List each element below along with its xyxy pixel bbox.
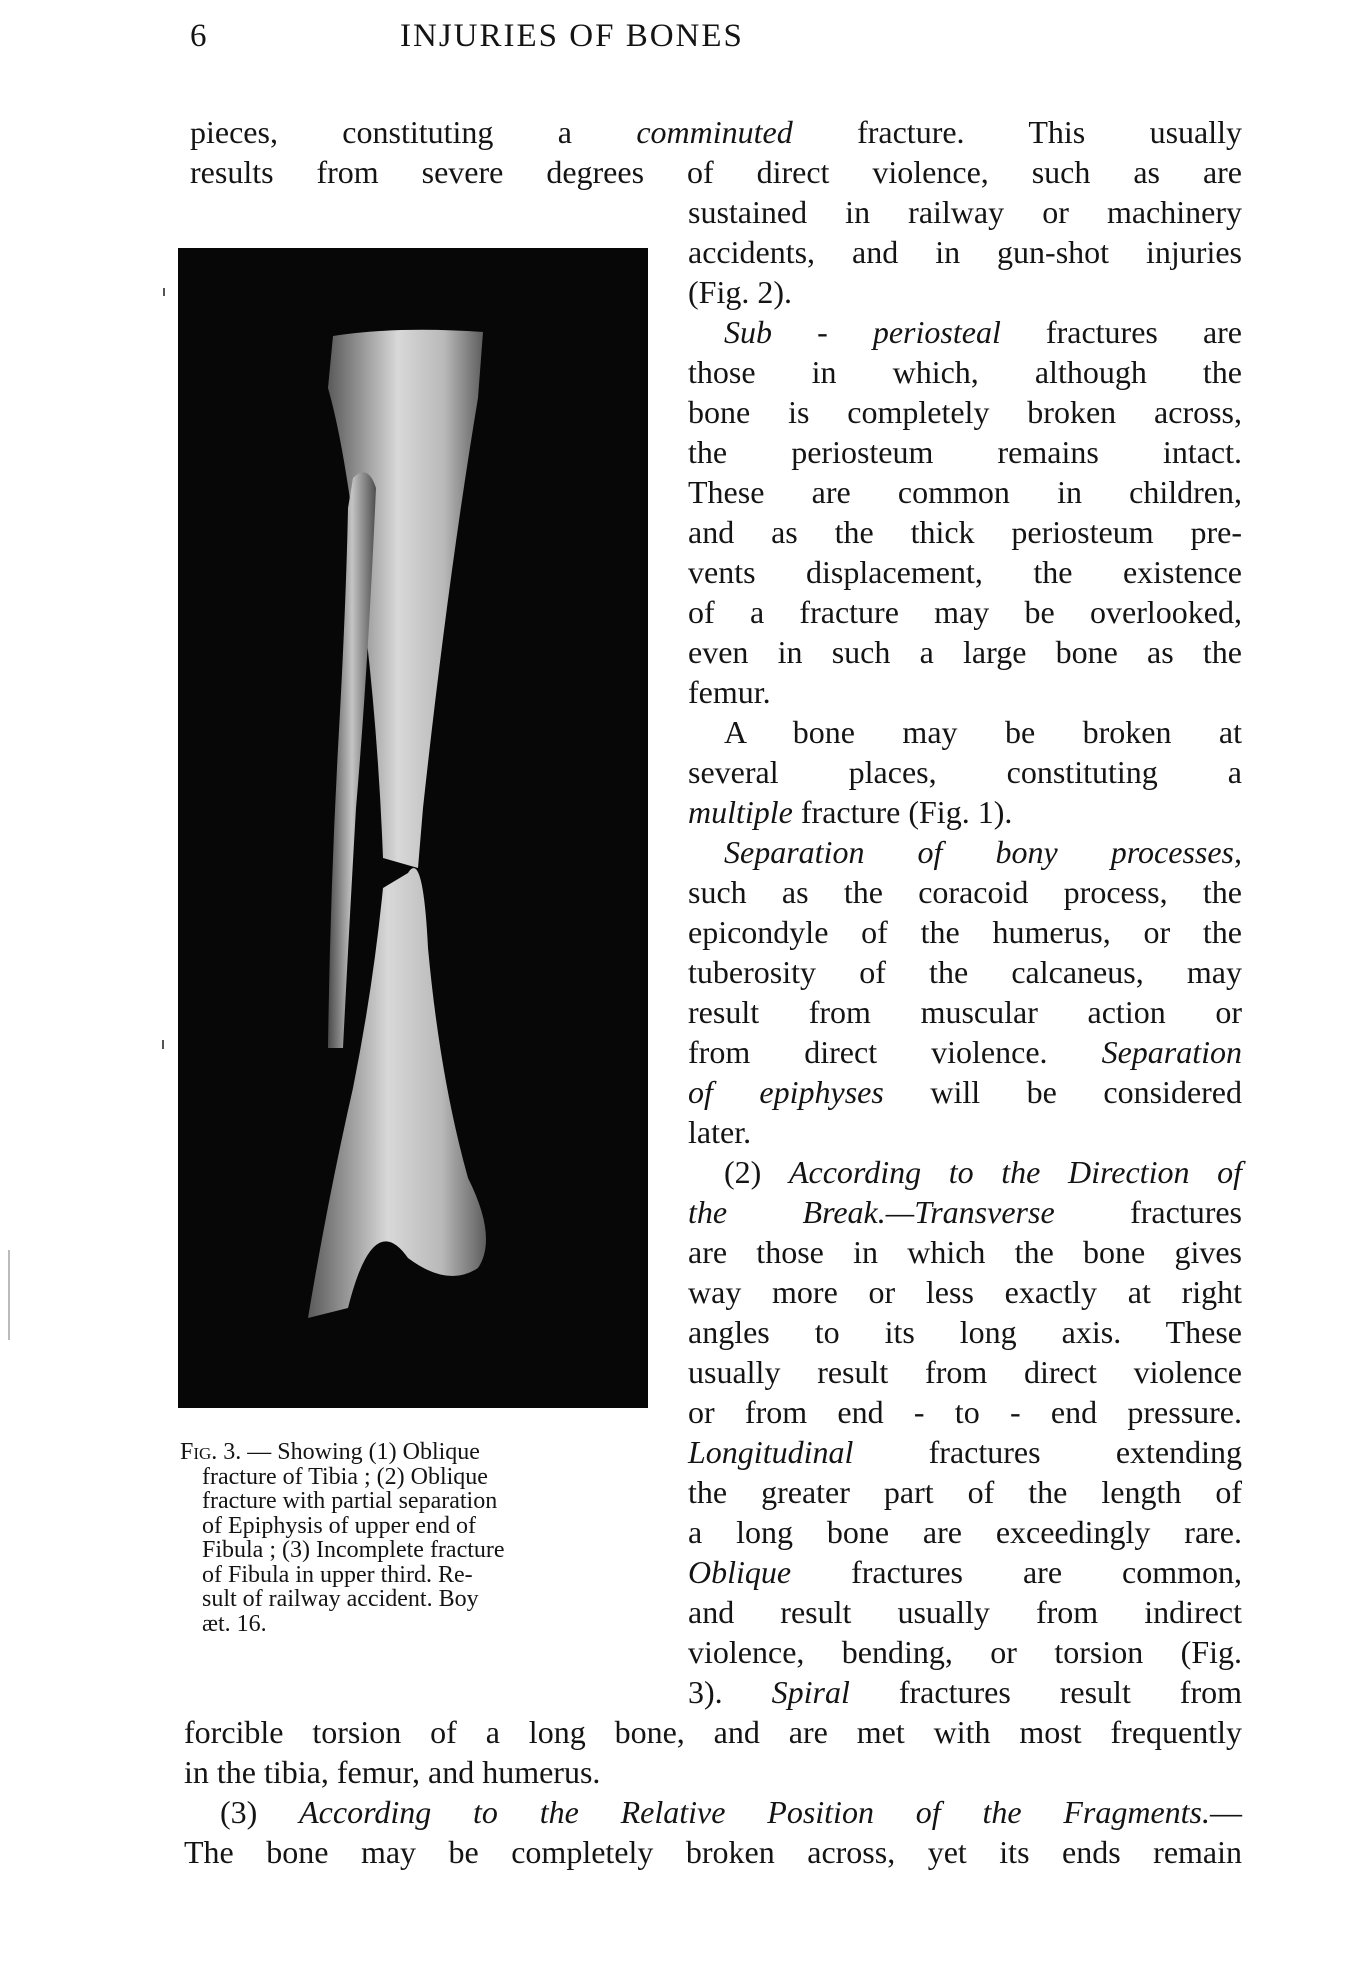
figure-caption-line-4: of Epiphysis of upper end of [202, 1512, 476, 1539]
text-line-3: sustained in railway or machinery [688, 194, 1242, 230]
figure-label: Fig. [180, 1439, 218, 1465]
text-line-20: such as the coracoid process, the [688, 874, 1242, 910]
text-line-7: those in which, although the [688, 354, 1242, 390]
text-line-30: way more or less exactly at right [688, 1274, 1242, 1310]
text-line-10: These are common in children, [688, 474, 1242, 510]
text-line-32: usually result from direct violence [688, 1354, 1242, 1390]
text-line-37: Oblique fractures are common, [688, 1554, 1242, 1590]
text-line-17: several places, constituting a [688, 754, 1242, 790]
text-line-19: Separation of bony processes, [724, 834, 1242, 870]
text-line-38: and result usually from indirect [688, 1594, 1242, 1630]
scan-mark [162, 1040, 164, 1049]
text-line-23: result from muscular action or [688, 994, 1242, 1030]
text-line-22: tuberosity of the calcaneus, may [688, 954, 1242, 990]
text-line-35: the greater part of the length of [688, 1474, 1242, 1510]
text-line-5: (Fig. 2). [688, 274, 792, 310]
scan-mark [163, 288, 165, 296]
text-line-21: epicondyle of the humerus, or the [688, 914, 1242, 950]
text-line-8: bone is completely broken across, [688, 394, 1242, 430]
text-line-36: a long bone are exceedingly rare. [688, 1514, 1242, 1550]
text-line-1: pieces, constituting a comminuted fracture. This usually [190, 114, 1243, 150]
figure-caption-line-8: æt. 16. [202, 1610, 267, 1637]
text-line-25: of epiphyses will be considered [688, 1074, 1243, 1110]
figure-caption-line-5: Fibula ; (3) Incomplete fracture [202, 1537, 505, 1563]
text-line-14: even in such a large bone as the [688, 634, 1242, 670]
page-number: 6 [190, 18, 207, 54]
text-line-2: results from severe degrees of direct violence, such as are [190, 154, 1242, 190]
text-line-27: (2) According to the Direction of [724, 1154, 1243, 1190]
text-line-41: forcible torsion of a long bone, and are met with most frequently [184, 1714, 1242, 1750]
text-line-15: femur. [688, 674, 771, 710]
fracture-photograph [178, 248, 648, 1408]
text-line-26: later. [688, 1114, 752, 1150]
figure-caption-line-7: sult of railway accident. Boy [202, 1586, 479, 1612]
text-line-18: multiple fracture (Fig. 1). [688, 794, 1013, 830]
text-line-11: and as the thick periosteum pre- [688, 514, 1242, 550]
text-line-13: of a fracture may be overlooked, [688, 594, 1242, 630]
text-line-43: (3) According to the Relative Position of the Fragments.— [220, 1794, 1243, 1830]
text-line-34: Longitudinal fractures extending [688, 1434, 1242, 1470]
text-line-42: in the tibia, femur, and humerus. [184, 1754, 601, 1790]
text-line-39: violence, bending, or torsion (Fig. [688, 1634, 1242, 1670]
bone-illustration [178, 248, 648, 1408]
fibula-shaft [328, 472, 376, 1048]
figure-caption-line-1: Fig. 3. — Showing (1) Oblique [180, 1439, 480, 1465]
figure-caption-line-3: fracture with partial separation [202, 1488, 498, 1514]
running-title: INJURIES OF BONES [400, 18, 744, 54]
text-line-33: or from end - to - end pressure. [688, 1394, 1242, 1430]
figure-caption-line-2: fracture of Tibia ; (2) Oblique [202, 1463, 488, 1490]
text-line-44: The bone may be completely broken across, yet its ends remain [184, 1834, 1242, 1870]
text-line-9: the periosteum remains intact. [688, 434, 1242, 470]
text-line-28: the Break.—Transverse fractures [688, 1194, 1243, 1230]
text-line-31: angles to its long axis. These [688, 1314, 1242, 1350]
scan-mark [8, 1250, 10, 1340]
text-line-29: are those in which the bone gives [688, 1234, 1242, 1270]
text-line-24: from direct violence. Separation [688, 1034, 1242, 1070]
text-line-12: vents displacement, the existence [688, 554, 1242, 590]
text-line-6: Sub - periosteal fractures are [724, 314, 1242, 350]
text-line-16: A bone may be broken at [724, 714, 1242, 750]
figure-caption-line-6: of Fibula in upper third. Re- [202, 1561, 473, 1588]
text-line-4: accidents, and in gun-shot injuries [688, 234, 1242, 270]
text-line-40: 3). Spiral fractures result from [688, 1674, 1243, 1710]
